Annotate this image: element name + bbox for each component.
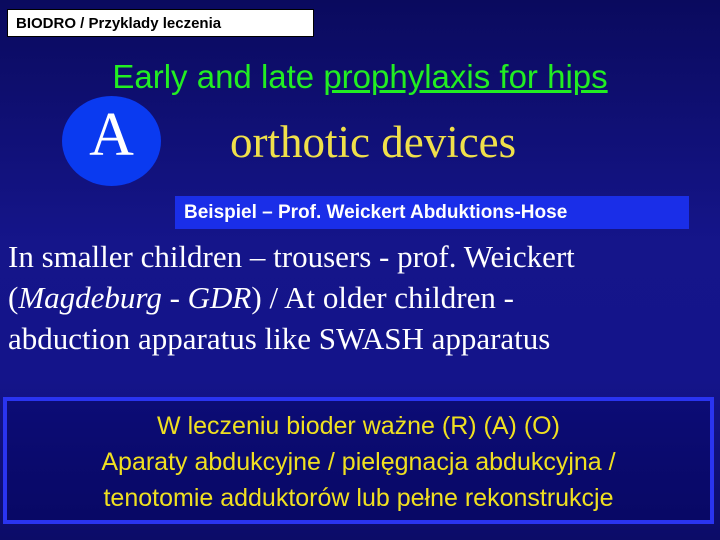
section-circle-badge [62, 96, 161, 186]
slide-subtitle: orthotic devices [230, 117, 517, 167]
summary-line-1: W leczeniu bioder ważne (R) (A) (O) [157, 412, 560, 440]
body-line-3: abduction apparatus like SWASH apparatus [8, 321, 551, 356]
body-text [8, 236, 716, 359]
body-country: GDR [187, 280, 252, 315]
body-place: Magdeburg [18, 280, 162, 315]
title-underlined: prophylaxis for hips [323, 58, 608, 95]
header-tag: BIODRO / Przyklady leczenia [7, 9, 314, 37]
summary-line-3: tenotomie adduktorów lub pełne rekonstrukcje [103, 484, 614, 512]
title-prefix: Early and late [112, 58, 324, 95]
body-line-2-rest: ) / At older children - [251, 280, 514, 315]
body-line-2 [8, 277, 716, 318]
summary-box [3, 397, 714, 524]
slide-title [0, 58, 720, 96]
body-line-2-sep: - [161, 280, 188, 315]
example-label: Beispiel – Prof. Weickert Abduktions-Hose [175, 196, 689, 229]
circle-letter: A [89, 101, 134, 169]
body-line-2-open: ( [8, 280, 19, 315]
summary-line-2: Aparaty abdukcyjne / pielęgnacja abdukcyjna / [101, 448, 616, 476]
body-line-1: In smaller children – trousers - prof. Weickert [8, 239, 575, 274]
